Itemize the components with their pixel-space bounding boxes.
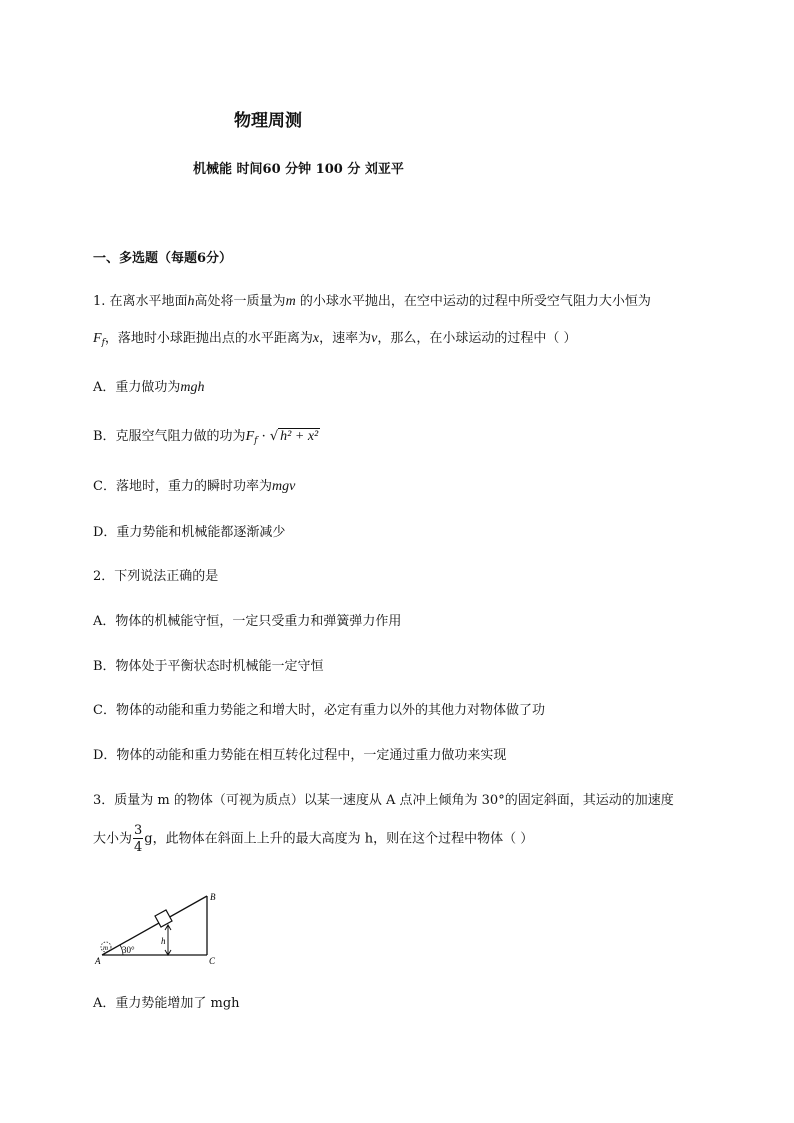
q2-option-b: B．物体处于平衡状态时机械能一定守恒 xyxy=(93,659,324,674)
q1-option-c: C．落地时，重力的瞬时功率为mgv xyxy=(93,479,296,494)
incline-triangle xyxy=(102,896,207,955)
label-m: m xyxy=(103,944,109,952)
q3-option-a: A．重力势能增加了 mgh xyxy=(93,996,240,1011)
q1-stem-line2: $F_f$，落地时小球距抛出点的水平距离为x，速率为v，那么，在小球运动的过程中（ ） xyxy=(93,331,577,348)
q2-option-a: A．物体的机械能守恒，一定只受重力和弹簧弹力作用 xyxy=(93,614,402,629)
label-b: B xyxy=(210,892,216,902)
incline-diagram xyxy=(92,890,224,966)
q1-stem-line1: 1. 在离水平地面h高处将一质量为m 的小球水平抛出，在空中运动的过程中所受空气阻力大小恒为 xyxy=(93,294,651,309)
fraction: $\frac{3}{4}$ xyxy=(134,823,143,855)
q2-option-d: D．物体的动能和重力势能在相互转化过程中，一定通过重力做功来实现 xyxy=(93,748,507,763)
label-h: h xyxy=(161,936,166,946)
q2-stem: 2．下列说法正确的是 xyxy=(93,569,219,584)
q1-option-b: B．克服空气阻力做的功为$F_f$ · √ h² + x² xyxy=(93,429,319,446)
sqrt-symbol-icon: √ xyxy=(269,429,279,444)
label-angle: 30° xyxy=(122,945,135,955)
exam-subtitle: 机械能 时间60 分钟 100 分 刘亚平 xyxy=(193,162,404,177)
q2-option-c: C．物体的动能和重力势能之和增大时，必定有重力以外的其他力对物体做了功 xyxy=(93,703,545,718)
height-arrow xyxy=(165,925,171,955)
label-c: C xyxy=(209,956,216,966)
label-a: A xyxy=(95,956,101,966)
section-heading: 一、多选题（每题6分） xyxy=(93,251,233,266)
page-title: 物理周测 xyxy=(234,111,302,131)
q1-option-a: A．重力做功为mgh xyxy=(93,380,205,395)
q3-stem-line2: 大小为 $\frac{3}{4}$ g，此物体在斜面上上升的最大高度为 h，则在这个过程中物体（ ） xyxy=(93,823,534,855)
q3-stem-line1: 3．质量为 m 的物体（可视为质点）以某一速度从 A 点冲上倾角为 30°的固定斜面，其运动的加速度 xyxy=(93,793,674,808)
q1-option-d: D．重力势能和机械能都逐渐减少 xyxy=(93,525,286,540)
